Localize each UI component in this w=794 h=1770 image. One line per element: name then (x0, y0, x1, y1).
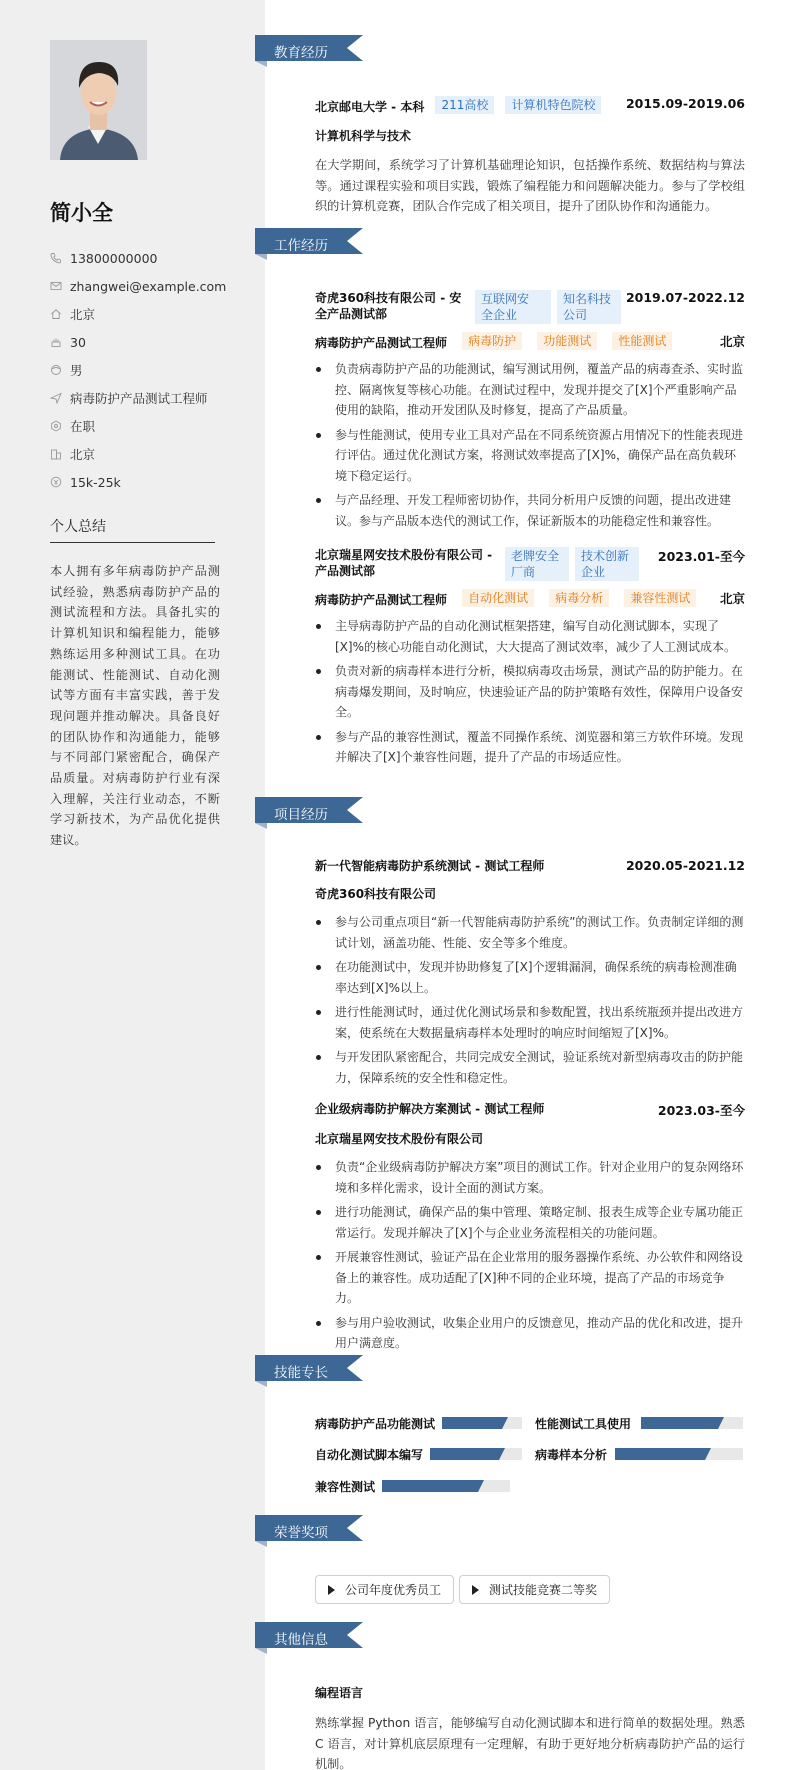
info-position (50, 384, 226, 412)
work-role-tag: 功能测试 (537, 332, 597, 350)
salary-icon (50, 476, 62, 488)
project-entry (315, 1101, 745, 1358)
education-tag: 计算机特色院校 (505, 96, 601, 114)
work-company-line: 北京瑞星网安技术股份有限公司 - (315, 548, 493, 562)
section-title-work: 工作经历 (274, 238, 328, 254)
tag-line: 老牌安全 (511, 549, 560, 563)
education-major: 计算机科学与技术 (315, 129, 412, 143)
project-title: 企业级病毒防护解决方案测试 - 测试工程师 (315, 1102, 545, 1116)
work-role: 病毒防护产品测试工程师 (315, 336, 448, 350)
skill-bar-fill (641, 1417, 718, 1429)
play-icon (472, 1585, 479, 1595)
section-head-other (255, 1622, 365, 1654)
list-item: 负责“企业级病毒防护解决方案”项目的测试工作。针对企业用户的复杂网络环境和多样化需求，设计全面的测试方案。 (315, 1157, 745, 1198)
skill-bar (430, 1448, 522, 1460)
person-name: 简小全 (50, 201, 113, 225)
info-home (50, 300, 226, 328)
project-entry (315, 858, 745, 1092)
list-item: 参与用户验收测试，收集企业用户的反馈意见，推动产品的优化和改进，提升用户满意度。 (315, 1313, 745, 1354)
skill-bar-fill (615, 1448, 705, 1460)
section-head-education (255, 35, 365, 67)
work-role-tag: 病毒分析 (549, 589, 609, 607)
list-item: 负责对新的病毒样本进行分析，模拟病毒攻击场景，测试产品的防护能力。在病毒爆发期间，及时响应，快速验证产品的防护策略有效性，保障用户设备安全。 (315, 661, 745, 723)
position-icon (50, 392, 62, 404)
other-text: 熟练掌握 Python 语言，能够编写自动化测试脚本和进行简单的数据处理。熟悉 C 语言，对计算机底层原理有一定理解，有助于更好地分析病毒防护产品的运行机制。 (315, 1716, 745, 1770)
project-bullets (315, 912, 745, 1088)
education-entry (315, 96, 745, 217)
info-gender-text: 男 (70, 363, 83, 378)
info-age (50, 328, 226, 356)
work-company-line: 产品测试部 (315, 564, 376, 578)
tag-line: 企业 (581, 565, 606, 579)
skill-name: 病毒防护产品功能测试 (315, 1417, 436, 1431)
work-company-tag (475, 290, 551, 324)
tag-line: 技术创新 (581, 549, 630, 563)
contact-info-list (50, 244, 226, 496)
list-item: 参与公司重点项目“新一代智能病毒防护系统”的测试工作。负责制定详细的测试计划，涵盖功能、性能、安全等多个维度。 (315, 912, 745, 953)
tag-line: 公司 (563, 308, 588, 322)
list-item: 与产品经理、开发工程师密切协作，共同分析用户反馈的问题，提出改进建议。参与产品版本迭代的测试工作，保证新版本的功能稳定性和兼容性。 (315, 490, 745, 531)
list-item: 与开发团队紧密配合，共同完成安全测试，验证系统对新型病毒攻击的防护能力，保障系统的安全性和稳定性。 (315, 1047, 745, 1088)
work-bullets (315, 616, 745, 768)
info-status (50, 412, 226, 440)
education-date: 2015.09-2019.06 (625, 96, 745, 111)
project-company: 奇虎360科技有限公司 (315, 887, 437, 901)
city-icon (50, 448, 62, 460)
work-role-tag: 性能测试 (612, 332, 672, 350)
info-gender (50, 356, 226, 384)
avatar (50, 40, 147, 160)
info-phone (50, 244, 226, 272)
info-age-text: 30 (70, 334, 86, 350)
skill-name: 性能测试工具使用 (535, 1417, 632, 1431)
work-company-tag (575, 547, 639, 581)
work-company (315, 547, 495, 579)
list-item: 进行性能测试时，通过优化测试场景和参数配置，找出系统瓶颈并提出改进方案，使系统在大数据量病毒样本处理时的响应时间缩短了[X]%。 (315, 1002, 745, 1043)
work-role-tag: 兼容性测试 (624, 589, 696, 607)
work-company-tag (505, 547, 569, 581)
other-info (315, 1685, 745, 1770)
work-company-line: 奇虎360科技有限公司 - 安 (315, 291, 462, 305)
tag-line: 厂商 (511, 565, 536, 579)
info-status-text: 在职 (70, 419, 96, 434)
work-role-tag: 自动化测试 (462, 589, 534, 607)
work-company-line: 全产品测试部 (315, 307, 388, 321)
info-position-text: 病毒防护产品测试工程师 (70, 391, 208, 406)
skill-bar-fill (430, 1448, 499, 1460)
work-entry (315, 290, 745, 535)
work-company (315, 290, 465, 322)
work-entry (315, 547, 745, 772)
project-title: 新一代智能病毒防护系统测试 - 测试工程师 (315, 859, 545, 873)
status-icon (50, 420, 62, 432)
phone-icon (50, 252, 62, 264)
education-tag: 211高校 (435, 96, 494, 114)
info-salary-text: 15k-25k (70, 474, 121, 490)
info-email (50, 272, 226, 300)
play-icon (328, 1585, 335, 1595)
section-title-education: 教育经历 (274, 45, 328, 61)
list-item: 负责病毒防护产品的功能测试，编写测试用例，覆盖产品的病毒查杀、实时监控、隔离恢复等核心功能。在测试过程中，发现并提交了[X]个严重影响产品使用的缺陷，推动开发团队及时修复，提高了产品质量。 (315, 359, 745, 421)
skill-bar (615, 1448, 743, 1460)
section-title-skills: 技能专长 (274, 1365, 328, 1381)
work-date: 2023.01-至今 (657, 549, 745, 564)
work-city: 北京 (719, 334, 745, 349)
honor-label: 公司年度优秀员工 (345, 1583, 442, 1597)
list-item: 在功能测试中，发现并协助修复了[X]个逻辑漏洞，确保系统的病毒检测准确率达到[X]%以上。 (315, 957, 745, 998)
section-head-skills (255, 1355, 365, 1387)
skill-bar (641, 1417, 743, 1429)
project-date: 2023.03-至今 (657, 1103, 745, 1118)
skill-bar-fill (442, 1417, 502, 1429)
work-date: 2019.07-2022.12 (625, 290, 745, 305)
list-item: 参与产品的兼容性测试，覆盖不同操作系统、浏览器和第三方软件环境。发现并解决了[X]个兼容性问题，提升了产品的市场适应性。 (315, 727, 745, 768)
work-bullets (315, 359, 745, 531)
gender-icon (50, 364, 62, 376)
other-title: 编程语言 (315, 1686, 364, 1700)
tag-line: 互联网安 (481, 292, 530, 306)
honor-label: 测试技能竞赛二等奖 (489, 1583, 598, 1597)
section-title-projects: 项目经历 (274, 807, 328, 823)
info-city (50, 440, 226, 468)
skill-bar (382, 1480, 510, 1492)
work-company-tag (557, 290, 621, 324)
summary-text: 本人拥有多年病毒防护产品测试经验，熟悉病毒防护产品的测试流程和方法。具备扎实的计算机知识和编程能力，能够熟练运用多种测试工具。在功能测试、性能测试、自动化测试等方面有丰富实践，善于发现问题并推动解决。具备良好的团队协作和沟通能力，能够与不同部门紧密配合，确保产品质量。对病毒防护行业有深入理解，关注行业动态，不断学习新技术，为产品优化提供建议。 (50, 564, 220, 848)
honor-badge (315, 1575, 454, 1604)
skill-name: 自动化测试脚本编写 (315, 1448, 424, 1462)
mail-icon (50, 280, 62, 292)
skill-bar (442, 1417, 522, 1429)
section-title-other: 其他信息 (274, 1632, 328, 1648)
list-item: 参与性能测试，使用专业工具对产品在不同系统资源占用情况下的性能表现进行评估。通过优化测试方案，将测试效率提高了[X]%，确保产品在高负载环境下稳定运行。 (315, 425, 745, 487)
info-phone-text: 13800000000 (70, 250, 158, 266)
skill-name: 兼容性测试 (315, 1480, 376, 1494)
education-school: 北京邮电大学 - 本科 (315, 100, 425, 114)
home-icon (50, 308, 62, 320)
list-item: 主导病毒防护产品的自动化测试框架搭建，编写自动化测试脚本，实现了[X]%的核心功能自动化测试，大大提高了测试效率，减少了人工测试成本。 (315, 616, 745, 657)
project-bullets (315, 1157, 745, 1354)
section-head-projects (255, 797, 365, 829)
work-city: 北京 (719, 591, 745, 606)
honor-badge (459, 1575, 610, 1604)
section-head-work (255, 228, 365, 260)
info-city-text: 北京 (70, 447, 96, 462)
sidebar (0, 0, 265, 1770)
age-icon (50, 336, 62, 348)
education-desc: 在大学期间，系统学习了计算机基础理论知识，包括操作系统、数据结构与算法等。通过课程实验和项目实践，锻炼了编程能力和问题解决能力。参与了学校组织的计算机竞赛，团队合作完成了相关项目，提升了团队协作和沟通能力。 (315, 158, 745, 213)
section-head-honors (255, 1515, 365, 1547)
tag-line: 全企业 (481, 308, 518, 322)
info-home-text: 北京 (70, 307, 96, 322)
summary-divider (50, 542, 215, 543)
project-date: 2020.05-2021.12 (625, 858, 745, 873)
work-role-tag: 病毒防护 (462, 332, 522, 350)
skill-bar-fill (382, 1480, 478, 1492)
tag-line: 知名科技 (563, 292, 612, 306)
info-email-text: zhangwei@example.com (70, 278, 227, 294)
avatar-icon (50, 40, 147, 160)
info-salary (50, 468, 226, 496)
skill-name: 病毒样本分析 (535, 1448, 608, 1462)
work-role: 病毒防护产品测试工程师 (315, 593, 448, 607)
project-company: 北京瑞星网安技术股份有限公司 (315, 1132, 484, 1146)
list-item: 进行功能测试，确保产品的集中管理、策略定制、报表生成等企业专属功能正常运行。发现并解决了[X]个与企业业务流程相关的功能问题。 (315, 1202, 745, 1243)
list-item: 开展兼容性测试，验证产品在企业常用的服务器操作系统、办公软件和网络设备上的兼容性。成功适配了[X]种不同的企业环境，提高了产品的市场竞争力。 (315, 1247, 745, 1309)
section-title-honors: 荣誉奖项 (274, 1525, 328, 1541)
summary-title: 个人总结 (50, 519, 106, 535)
